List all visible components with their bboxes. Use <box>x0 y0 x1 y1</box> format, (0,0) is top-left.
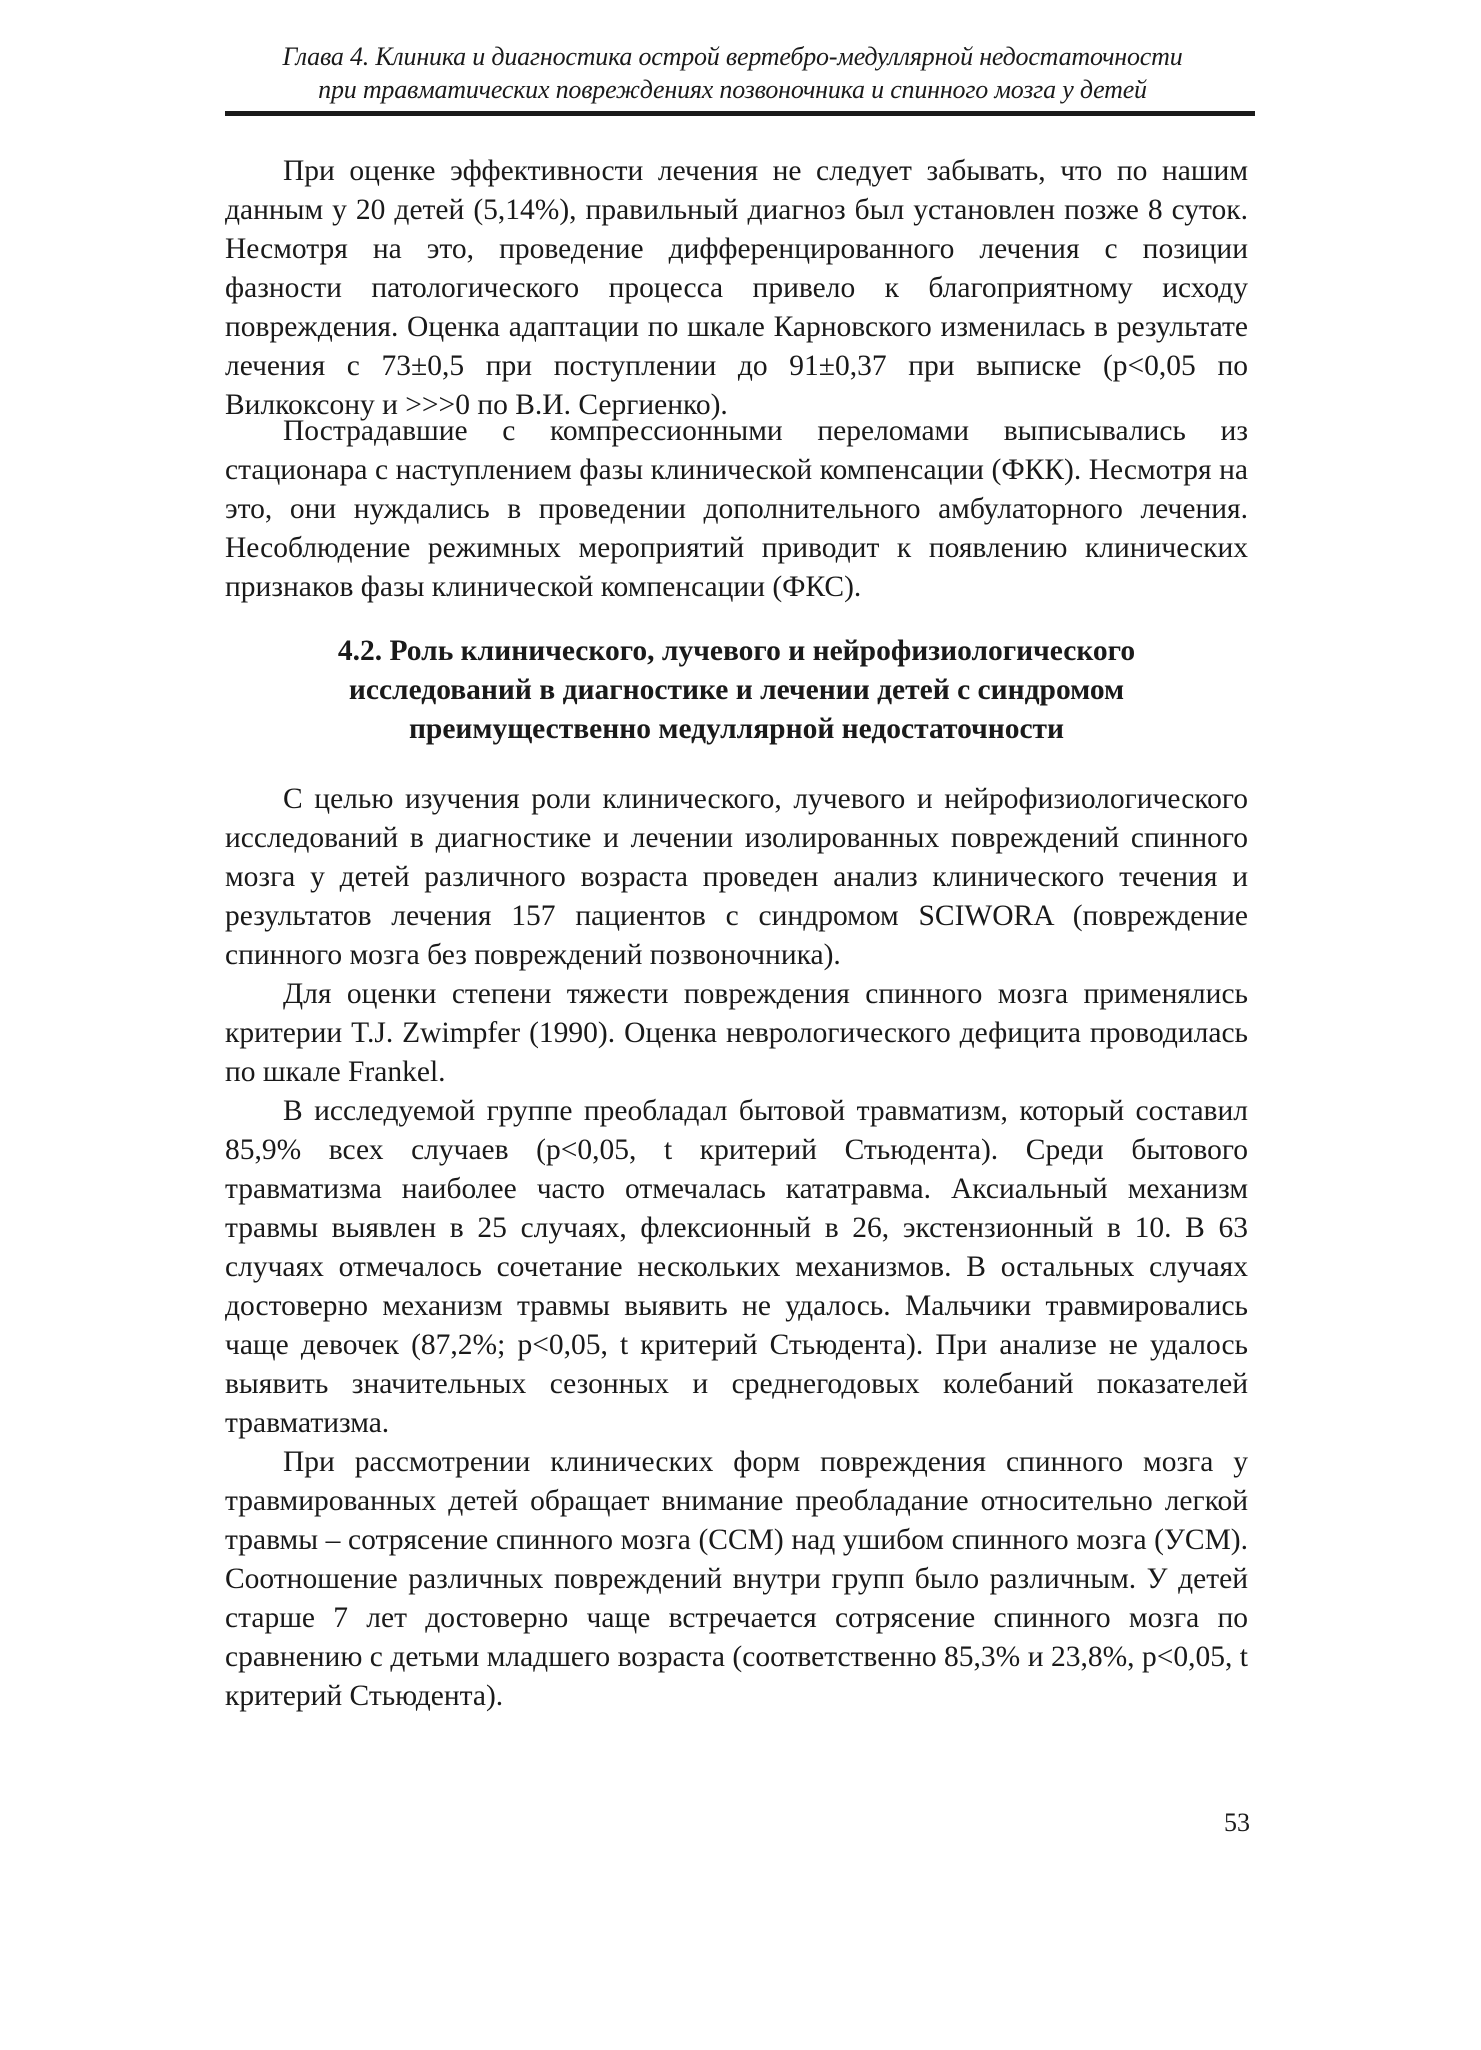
section-heading-line-1: 4.2. Роль клинического, лучевого и нейрофизиологического <box>337 635 1136 667</box>
header-rule <box>225 111 1255 116</box>
paragraph: При оценке эффективности лечения не следует забывать, что по нашим данным у 20 детей (5,14%), правильный диагноз был установлен позже 8 суток. Несмотря на это, проведение дифференцированного лечения с позиции фазности патологического процесса привело к благоприятному исходу повреждения. Оценка адаптации по шкале Карновского изменилась в результате лечения с 73±0,5 при поступлении до 91±0,37 при выписке (p<0,05 по Вилкоксону и >>>0 по В.И. Сергиенко). <box>225 155 1248 421</box>
paragraph: С целью изучения роли клинического, лучевого и нейрофизиологического исследований в диагностике и лечении изолированных повреждений спинного мозга у детей различного возраста проведен анализ клинического течения и результатов лечения 157 пациентов с синдромом SCIWORA (повреждение спинного мозга без повреждений позвоночника). <box>225 783 1248 971</box>
body-text-top <box>225 152 1248 425</box>
section-body-text <box>225 780 1248 1716</box>
paragraph: В исследуемой группе преобладал бытовой травматизм, который составил 85,9% всех случаев (p<0,05, t критерий Стьюдента). Среди бытового травматизма наиболее часто отмечалась кататравма. Аксиальный механизм травмы выявлен в 25 случаях, флексионный в 26, экстензионный в 10. В 63 случаях отмечалось сочетание нескольких механизмов. В остальных случаях достоверно механизм травмы выявить не удалось. Мальчики травмировались чаще девочек (87,2%; p<0,05, t критерий Стьюдента). При анализе не удалось выявить значительных сезонных и среднегодовых колебаний показателей травматизма. <box>225 1095 1248 1439</box>
running-header-line-1: Глава 4. Клиника и диагностика острой вертебро-медуллярной недостаточности <box>282 42 1183 71</box>
page-number: 53 <box>1224 1808 1250 1837</box>
section-heading <box>225 632 1248 749</box>
paragraph: Для оценки степени тяжести повреждения спинного мозга применялись критерии T.J. Zwimpfer (1990). Оценка неврологического дефицита проводилась по шкале Frankel. <box>225 978 1248 1088</box>
body-text-top-2 <box>225 412 1248 607</box>
paragraph: Пострадавшие с компрессионными переломами выписывались из стационара с наступлением фазы клинической компенсации (ФКК). Несмотря на это, они нуждались в проведении дополнительного амбулаторного лечения. Несоблюдение режимных мероприятий приводит к появлению клинических признаков фазы клинической компенсации (ФКС). <box>225 415 1248 603</box>
running-header-line-2: при травматических повреждениях позвоночника и спинного мозга у детей <box>318 75 1147 104</box>
section-heading-line-2: исследований в диагностике и лечении детей с синдромом <box>348 674 1125 706</box>
paragraph: При рассмотрении клинических форм повреждения спинного мозга у травмированных детей обращает внимание преобладание относительно легкой травмы – сотрясение спинного мозга (ССМ) над ушибом спинного мозга (УСМ). Соотношение различных повреждений внутри групп было различным. У детей старше 7 лет достоверно чаще встречается сотрясение спинного мозга по сравнению с детьми младшего возраста (соответственно 85,3% и 23,8%, p<0,05, t критерий Стьюдента). <box>225 1446 1248 1712</box>
running-header <box>225 40 1240 106</box>
section-heading-line-3: преимущественно медуллярной недостаточности <box>408 713 1065 745</box>
